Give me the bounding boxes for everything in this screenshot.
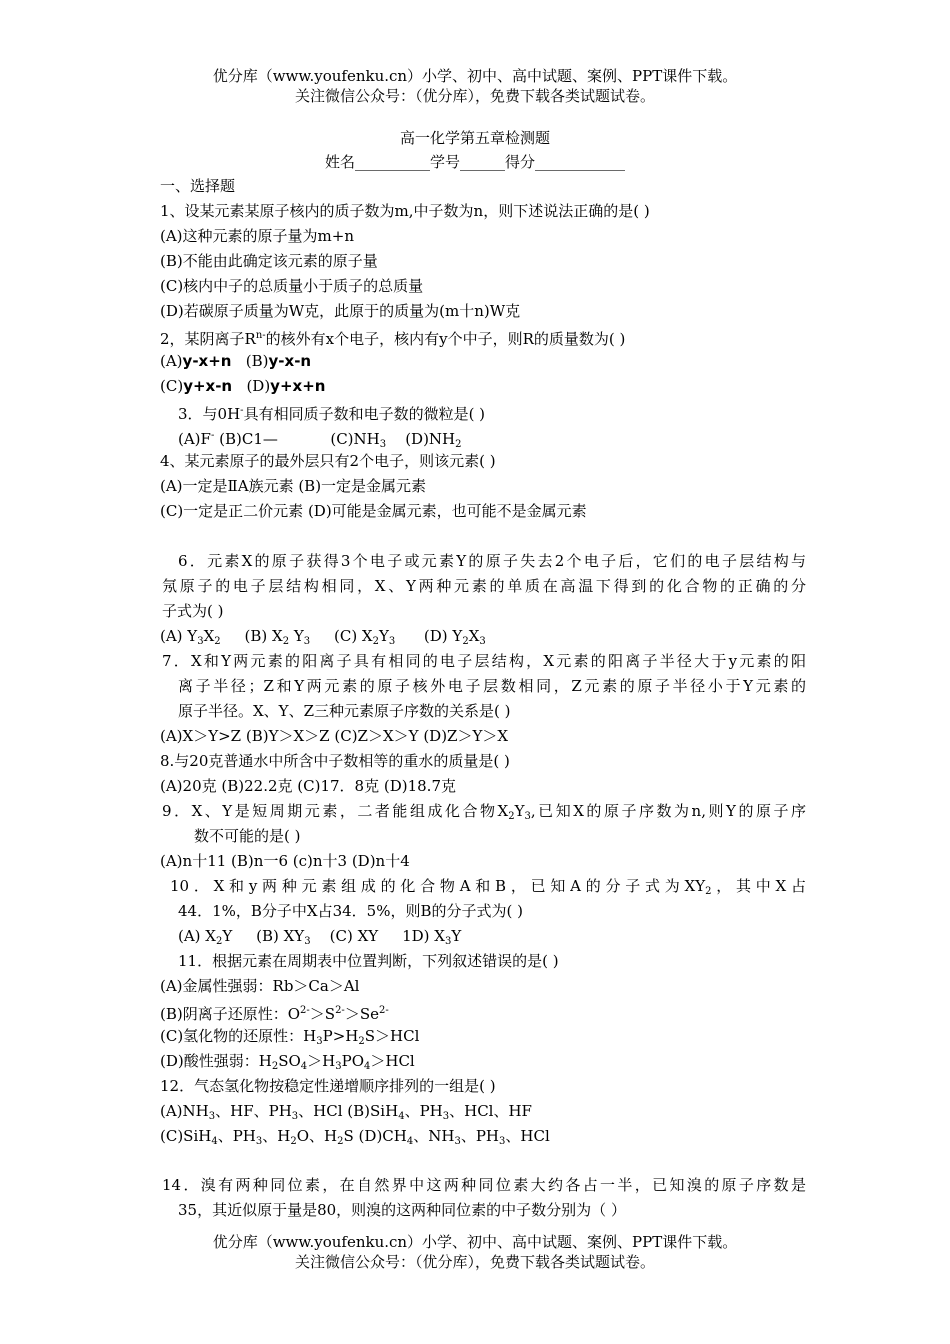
question-6-line-2: 氖原子的电子层结构相同，X、Y两种元素的单质在高温下得到的化合物的正确的分 bbox=[162, 577, 806, 595]
question-7-line-1: 7．X和Y两元素的阳离子具有相同的电子层结构，X元素的阳离子半径大于y元素的阳 bbox=[162, 652, 806, 670]
question-1-stem: 1、设某元素某原子核内的质子数为m,中子数为n，则下述说法正确的是( ) bbox=[160, 202, 650, 220]
question-14-line-2: 35，其近似原于量是80，则溴的这两种同位素的中子数分别为（ ） bbox=[178, 1201, 626, 1219]
question-4-options-ab: (A)一定是ⅡA族元素 (B)一定是金属元素 bbox=[160, 477, 427, 495]
question-8-options: (A)20克 (B)22.2克 (C)17．8克 (D)18.7克 bbox=[160, 777, 456, 795]
question-10-line-1: 10．X和y两种元素组成的化合物A和B，已知A的分子式为$XY_2$，其中X占 bbox=[170, 877, 806, 897]
question-12-options-ab: $(A)NH_3$、HF、$PH_3$、HCl (B)SiH$_4$、$PH_3$、HCl、HF bbox=[160, 1102, 532, 1122]
question-11-option-d: (D)酸性强弱：$H_2SO_4>H_3PO_4>HCl$ bbox=[160, 1052, 415, 1072]
header-line-2: 关注微信公众号：（优分库），免费下载各类试题试卷。 bbox=[294, 87, 655, 105]
question-9-line-2: 数不可能的是( ) bbox=[194, 827, 301, 845]
question-9-options: (A)n十11 (B)n一6 (c)n十3 (D)n十4 bbox=[160, 852, 410, 870]
footer-line-1: 优分库（www.youfenku.cn）小学、初中、高中试题、案例、PPT课件下载。 bbox=[212, 1233, 738, 1251]
question-4-stem: 4、某元素原子的最外层只有2个电子，则该元素( ) bbox=[160, 452, 496, 470]
question-12-stem: 12．气态氢化物按稳定性递增顺序排列的一组是( ) bbox=[160, 1077, 496, 1095]
question-11-option-b: (B)阴离子还原性：$O^{2-}>S^{2-}>Se^{2-}$ bbox=[160, 1005, 389, 1023]
question-11-stem: 11．根据元素在周期表中位置判断，下列叙述错误的是( ) bbox=[178, 952, 559, 970]
question-10-options: (A) $X_2Y$ (B) $XY_3$ (C) XY 1D) $X_3Y$ bbox=[178, 927, 462, 947]
question-6-line-1: 6．元素X的原子获得3个电子或元素Y的原子失去2个电子后，它们的电子层结构与 bbox=[178, 552, 806, 570]
question-6-options: (A) $Y_3X_2$ (B) $X_2$ $Y_3$ (C) $X_2Y_3$ (D) $Y_2X_3$ bbox=[160, 627, 486, 647]
page-title: 高一化学第五章检测题 bbox=[399, 129, 550, 147]
student-info-line: 姓名__________学号______得分____________ bbox=[324, 153, 625, 171]
section-heading: 一、选择题 bbox=[160, 177, 236, 195]
question-3-stem: 3．与0H-具有相同质子数和电子数的微粒是( ) bbox=[178, 405, 486, 423]
question-12-options-cd: (C)SiH$_4$、$PH_3$、$H_2O$、$H_2S$ $(D)CH_4$、$NH_3$、$PH_3$、HCl bbox=[160, 1127, 550, 1147]
question-1-option-c: (C)核内中子的总质量小于质子的总质量 bbox=[160, 277, 424, 295]
question-1-option-a: (A)这种元素的原子量为m+n bbox=[160, 227, 354, 245]
question-7-line-2: 离子半径；Z和Y两元素的原子核外电子层数相同，Z元素的原子半径小于Y元素的 bbox=[178, 677, 806, 695]
question-1-option-b: (B)不能由此确定该元素的原子量 bbox=[160, 252, 378, 270]
question-14-line-1: 14．溴有两种同位素，在自然界中这两种同位素大约各占一半，已知溴的原子序数是 bbox=[162, 1176, 806, 1194]
question-9-line-1: 9．X、Y是短周期元素，二者能组成化合物$X_2Y_3$,已知X的原子序数为n,则Y的原子序 bbox=[162, 802, 807, 822]
question-2-stem: 2，某阴离子$R^{n-}$的核外有x个电子，核内有y个中子，则R的质量数为( ) bbox=[160, 330, 626, 348]
question-7-line-3: 原子半径。X、Y、Z三种元素原子序数的关系是( ) bbox=[178, 702, 511, 720]
question-6-line-3: 子式为( ) bbox=[162, 602, 224, 620]
question-8-stem: 8.与20克普通水中所含中子数相等的重水的质量是( ) bbox=[160, 752, 510, 770]
question-1-option-d: (D)若碳原子质量为W克，此原于的质量为(m十n)W克 bbox=[160, 302, 521, 320]
footer-line-2: 关注微信公众号：（优分库），免费下载各类试题试卷。 bbox=[294, 1253, 655, 1271]
question-4-options-cd: (C)一定是正二价元素 (D)可能是金属元素，也可能不是金属元素 bbox=[160, 502, 587, 520]
question-3-options: (A)F- (B)C1— $(C)NH_3$ $(D)NH_2$ bbox=[178, 430, 462, 450]
question-2-options-ab: (A)y-x+n (B)y-x-n bbox=[160, 352, 312, 370]
question-7-options: (A)X＞Y>Z (B)Y＞X＞Z (C)Z＞X＞Y (D)Z＞Y＞X bbox=[160, 727, 509, 745]
header-line-1: 优分库（www.youfenku.cn）小学、初中、高中试题、案例、PPT课件下载。 bbox=[212, 67, 738, 85]
question-11-option-c: (C)氢化物的还原性：$H_3P>H_2S>HCl$ bbox=[160, 1027, 420, 1047]
question-2-options-cd: (C)y+x-n (D)y+x+n bbox=[160, 377, 326, 395]
question-11-option-a: (A)金属性强弱：Rb＞Ca＞Al bbox=[160, 977, 360, 995]
question-10-line-2: 44．1%，B分子中X占34．5%，则B的分子式为( ) bbox=[178, 902, 523, 920]
